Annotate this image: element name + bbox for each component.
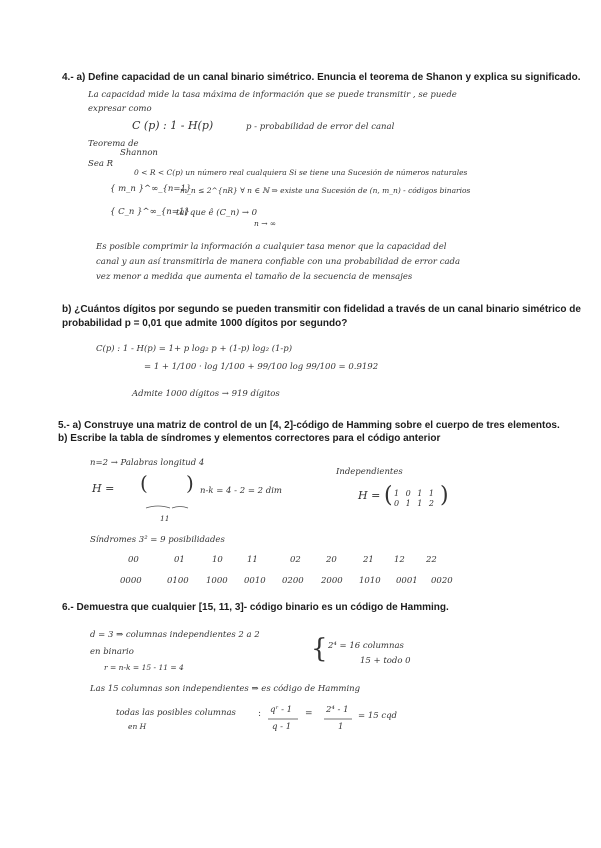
- admits-line: Admite 1000 dígitos → 919 dígitos: [132, 389, 280, 399]
- meaning-line-1: Es posible comprimir la información a cualquier tasa menor que la capacidad del: [96, 242, 447, 252]
- syndrome: 12: [394, 555, 405, 565]
- matrix-right-brace: ): [440, 483, 449, 508]
- syndrome: 02: [290, 555, 301, 565]
- syndrome: 10: [212, 555, 223, 565]
- q5-heading-2: b) Escribe la tabla de síndromes y elementos correctores para el código anterior: [58, 433, 441, 444]
- capacity-formula: C (p) : 1 - H(p): [132, 119, 214, 132]
- words-line: n=2 → Palabras longitud 4: [90, 458, 205, 468]
- q4a-heading: 4.- a) Define capacidad de un canal binario simétrico. Enuncia el teorema de Shanon y explica su significado.: [62, 72, 581, 83]
- q6-line-3: r = n-k = 15 - 11 = 4: [104, 663, 184, 672]
- sea-r: Sea R: [88, 159, 114, 169]
- corrector: 0200: [282, 576, 304, 586]
- limit-note: n → ∞: [254, 219, 277, 228]
- q6-line-4: Las 15 columnas son independientes ⇒ es código de Hamming: [90, 684, 361, 694]
- sequence-m-condition: m_n ≤ 2^{nR} ∀ n ∈ ℕ ⇒ existe una Sucesión de (n, m_n) - códigos binarios: [180, 186, 471, 195]
- q6-heading: 6.- Demuestra que cualquier [15, 11, 3]- código binario es un código de Hamming.: [62, 602, 449, 613]
- corrector: 0020: [431, 576, 453, 586]
- hamming-result: = 15 cqd: [358, 711, 397, 721]
- meaning-line-3: vez menor a medida que aumenta el tamaño de la secuencia de mensajes: [96, 272, 413, 282]
- q6-line-5a: todas las posibles columnas: [116, 708, 236, 718]
- matrix-row-1: 1 0 1 1: [394, 489, 436, 498]
- h-underline-sketch: [146, 506, 188, 508]
- h-left-close-paren: ): [186, 471, 194, 495]
- sequence-m: { m_n }^∞_{n=1}: [110, 184, 192, 194]
- equals-mark: =: [305, 709, 313, 719]
- syndrome: 21: [363, 555, 374, 565]
- corrector: 2000: [321, 576, 343, 586]
- h-label-left: H =: [92, 482, 115, 495]
- q4b-heading-1: b) ¿Cuántos dígitos por segundo se pueden transmitir con fidelidad a través de un canal binario simétrico de: [62, 304, 581, 315]
- hamming-numeric-numerator: 2⁴ - 1: [326, 705, 349, 715]
- syndrome: 20: [326, 555, 337, 565]
- hamming-fraction-denominator: q - 1: [272, 722, 292, 732]
- q6-brace-line-1: 2⁴ = 16 columnas: [328, 641, 404, 651]
- corrector: 0001: [396, 576, 418, 586]
- hamming-fraction-numerator: qʳ - 1: [270, 705, 293, 715]
- corrector: 0100: [167, 576, 189, 586]
- syndrome: 00: [128, 555, 139, 565]
- q4b-heading-2: probabilidad p = 0,01 que admite 1000 dígitos por segundo?: [62, 318, 348, 329]
- calculation-line-2: = 1 + 1/100 · log 1/100 + 99/100 log 99/100 = 0.9192: [144, 362, 379, 372]
- parity-check-matrix: [384, 483, 454, 513]
- syndromes-line: Síndromes 3² = 9 posibilidades: [90, 535, 225, 545]
- q6-line-1: d = 3 ⇒ columnas independientes 2 a 2: [90, 630, 260, 640]
- independientes-label: Independientes: [336, 467, 403, 477]
- h-dimension-formula: n-k = 4 - 2 = 2 dim: [200, 486, 282, 496]
- q6-line-2: en binario: [90, 647, 134, 657]
- corrector: 1010: [359, 576, 381, 586]
- syndrome: 01: [174, 555, 185, 565]
- matrix-left-brace: (: [384, 483, 393, 508]
- q5-heading-1: 5.- a) Construye una matriz de control de un [4, 2]-código de Hamming sobre el cuerpo de tres elementos.: [58, 420, 560, 431]
- h-label-right: H =: [358, 489, 381, 502]
- syndrome: 22: [426, 555, 437, 565]
- syndrome: 11: [247, 555, 258, 565]
- corrector: 1000: [206, 576, 228, 586]
- h-left-open-paren: (: [140, 471, 148, 495]
- h-under-label: 11: [160, 514, 170, 523]
- theorem-title-2: Shannon: [120, 148, 158, 158]
- corrector: 0010: [244, 576, 266, 586]
- colon-mark: :: [258, 709, 262, 719]
- definition-line-1: La capacidad mide la tasa máxima de información que se puede transmitir , se puede: [88, 90, 457, 100]
- q6-line-5b: en H: [128, 722, 147, 731]
- hamming-numeric-denominator: 1: [338, 722, 344, 732]
- sequence-c: { C_n }^∞_{n=1}: [110, 207, 190, 217]
- sequence-c-condition: tal que ê (C_n) → 0: [176, 208, 258, 218]
- probability-note: p - probabilidad de error del canal: [246, 122, 395, 132]
- theorem-title-1: Teorema de: [88, 139, 139, 149]
- condition-line: 0 < R < C(p) un número real cualquiera Si se tiene una Sucesión de números naturales: [134, 168, 468, 177]
- matrix-row-2: 0 1 1 2: [394, 499, 436, 508]
- meaning-line-2: canal y aun así transmitirla de manera confiable con una probabilidad de error cada: [96, 257, 461, 267]
- definition-line-2: expresar como: [88, 104, 152, 114]
- q6-brace: {: [311, 634, 328, 664]
- calculation-line-1: C(p) : 1 - H(p) = 1+ p log₂ p + (1-p) log₂ (1-p): [96, 344, 293, 354]
- q6-brace-line-2: 15 + todo 0: [360, 656, 411, 666]
- corrector: 0000: [120, 576, 142, 586]
